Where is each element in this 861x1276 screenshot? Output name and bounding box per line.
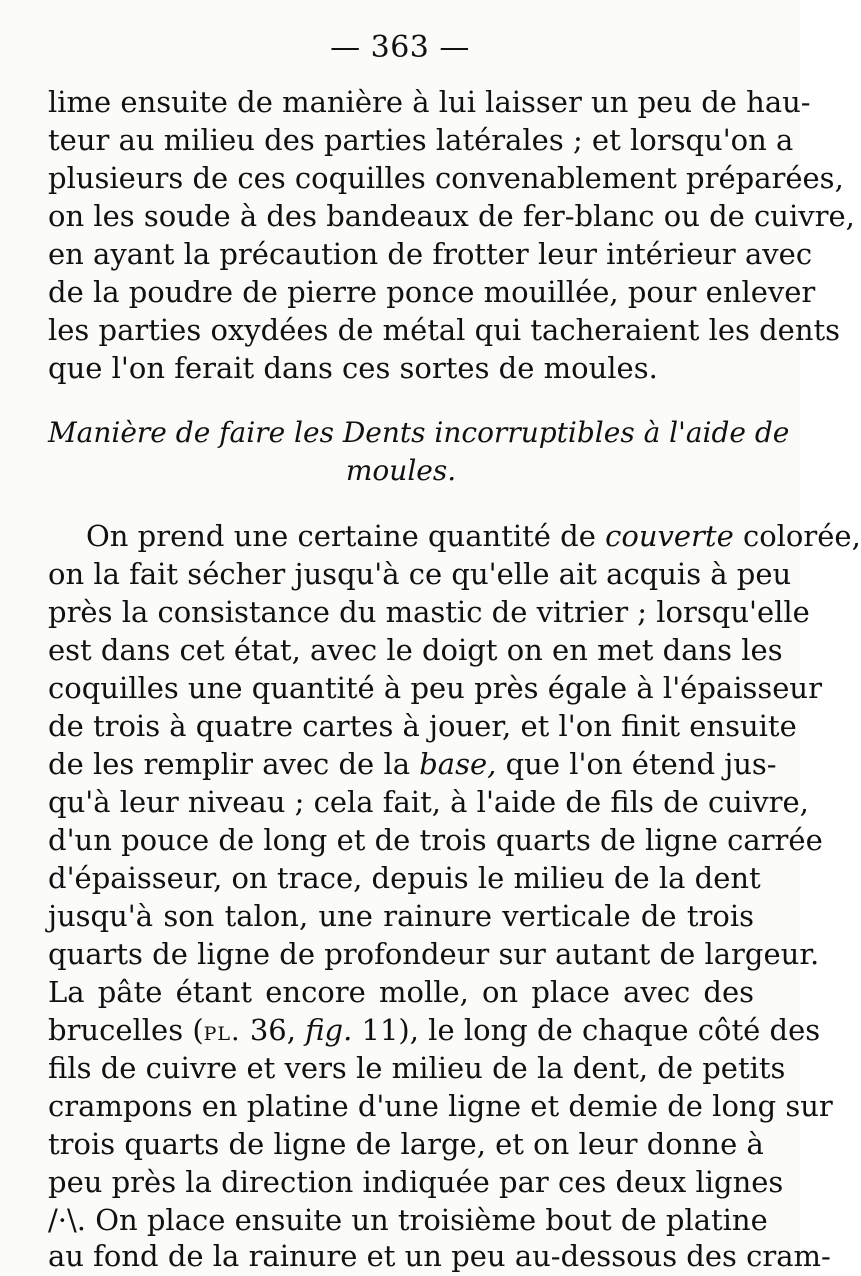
text-line: les parties oxydées de métal qui tacheraient les dents bbox=[48, 313, 841, 347]
text-run: brucelles ( bbox=[48, 1013, 204, 1047]
text-line: jusqu'à son talon, une rainure verticale de trois bbox=[48, 899, 754, 933]
text-line: est dans cet état, avec le doigt on en met dans les bbox=[48, 633, 783, 667]
text-line: La pâte étant encore molle, on place avec des bbox=[48, 975, 754, 1009]
direction-lines-symbol: /·\ bbox=[48, 1203, 77, 1237]
text-line: que l'on ferait dans ces sortes de moules. bbox=[48, 351, 658, 385]
text-line: de la poudre de pierre ponce mouillée, pour enlever bbox=[48, 275, 816, 309]
text-run: . On place ensuite un troisième bout de platine bbox=[76, 1203, 768, 1237]
text-run: de les remplir avec de la bbox=[48, 747, 420, 781]
italic-term-couverte: couverte bbox=[605, 519, 734, 553]
text-line: trois quarts de ligne de large, et on leur donne à bbox=[48, 1127, 764, 1161]
text-line: crampons en platine d'une ligne et demie de long sur bbox=[48, 1089, 833, 1123]
text-line: qu'à leur niveau ; cela fait, à l'aide de fils de cuivre, bbox=[48, 785, 809, 819]
text-run: 11), le long de chaque côté des bbox=[352, 1013, 821, 1047]
italic-term-base: base, bbox=[419, 747, 497, 781]
text-line: en ayant la précaution de frotter leur intérieur avec bbox=[48, 237, 813, 271]
page-number: — 363 — bbox=[330, 30, 470, 65]
text-run: On prend une certaine quantité de bbox=[86, 519, 606, 553]
text-line bbox=[48, 1200, 768, 1240]
text-line: fils de cuivre et vers le milieu de la dent, de petits bbox=[48, 1051, 786, 1085]
text-line: quarts de ligne de profondeur sur autant de largeur. bbox=[48, 937, 820, 971]
figure-reference: fig. bbox=[305, 1013, 353, 1047]
text-line: d'épaisseur, on trace, depuis le milieu de la dent bbox=[48, 861, 761, 895]
text-run: 36, bbox=[240, 1013, 306, 1047]
section-heading-line-1: Manière de faire les Dents incorruptibles à l'aide de bbox=[48, 416, 790, 449]
text-line: d'un pouce de long et de trois quarts de ligne carrée bbox=[48, 823, 823, 857]
text-line: teur au milieu des parties latérales ; et lorsqu'on a bbox=[48, 123, 794, 157]
plate-reference: pl. bbox=[203, 1016, 241, 1047]
text-line bbox=[48, 516, 861, 556]
text-line: lime ensuite de manière à lui laisser un peu de hau- bbox=[48, 85, 811, 119]
section-heading-line-2: moules. bbox=[345, 454, 457, 487]
text-line: de trois à quatre cartes à jouer, et l'on finit ensuite bbox=[48, 709, 797, 743]
text-line: au fond de la rainure et un peu au-dessous des cram- bbox=[48, 1239, 831, 1273]
text-line bbox=[48, 744, 777, 784]
text-line: on la fait sécher jusqu'à ce qu'elle ait acquis à peu bbox=[48, 557, 792, 591]
text-line: coquilles une quantité à peu près égale à l'épaisseur bbox=[48, 671, 822, 705]
text-line bbox=[48, 1010, 821, 1050]
text-run: colorée, bbox=[733, 519, 861, 553]
text-line: plusieurs de ces coquilles convenablement préparées, bbox=[48, 161, 844, 195]
text-line: peu près la direction indiquée par ces deux lignes bbox=[48, 1165, 784, 1199]
text-line: près la consistance du mastic de vitrier ; lorsqu'elle bbox=[48, 595, 810, 629]
text-run: que l'on étend jus- bbox=[496, 747, 777, 781]
text-line: on les soude à des bandeaux de fer-blanc ou de cuivre, bbox=[48, 199, 855, 233]
